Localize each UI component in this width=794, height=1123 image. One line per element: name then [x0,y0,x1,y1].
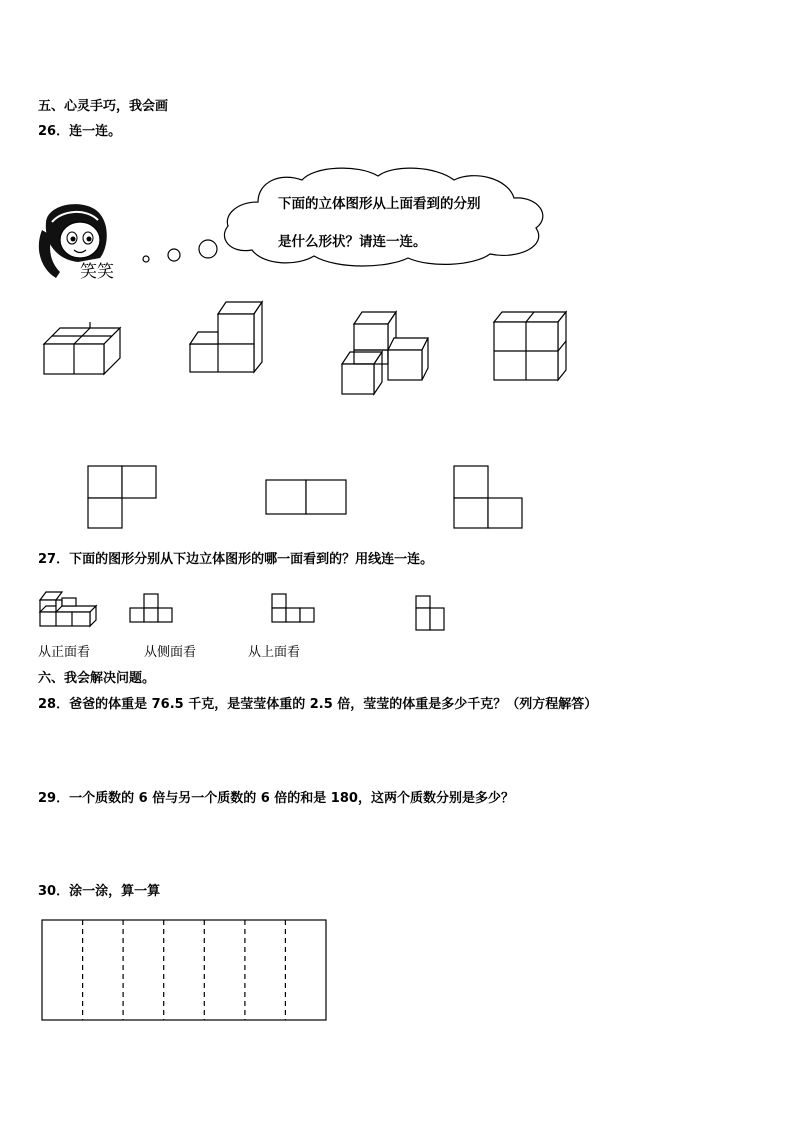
solid-figure-1 [40,296,130,376]
view-shape-a [128,592,178,630]
question-28-text: 28．爸爸的体重是 76.5 千克，是莹莹体重的 2.5 倍，莹莹的体重是多少千克？（列方程解答） [38,697,598,712]
question-26-label: 26．连一连。 [38,124,122,139]
question-30-text: 30．涂一涂，算一算 [38,884,161,899]
top-view-shape-2 [264,478,348,516]
question-29-text: 29．一个质数的 6 倍与另一个质数的 6 倍的和是 180，这两个质数分别是多少？ [38,791,514,806]
q27-solid-figure [38,586,100,630]
speech-line-1: 下面的立体图形从上面看到的分别 [278,196,481,212]
section-heading-6: 六、我会解决问题。 [38,671,156,686]
view-label-top: 从上面看 [248,645,301,660]
solid-figure-3 [336,308,436,398]
view-shape-c [414,594,450,634]
character-name: 笑笑 [80,262,114,281]
view-label-side: 从侧面看 [144,645,197,660]
speech-line-2: 是什么形状？请连一连。 [278,234,427,250]
thought-bubbles [140,235,220,265]
solid-figure-2 [186,298,266,378]
question-27-text: 27．下面的图形分别从下边立体图形的哪一面看到的？用线连一连。 [38,552,434,567]
view-shape-b [270,592,320,630]
shading-rectangle [40,918,330,1024]
top-view-shape-3 [452,464,526,530]
solid-figure-4 [490,308,570,384]
view-label-front: 从正面看 [38,645,91,660]
section-heading: 五、心灵手巧，我会画 [38,99,169,114]
top-view-shape-1 [86,464,158,530]
speech-cloud [218,162,558,272]
